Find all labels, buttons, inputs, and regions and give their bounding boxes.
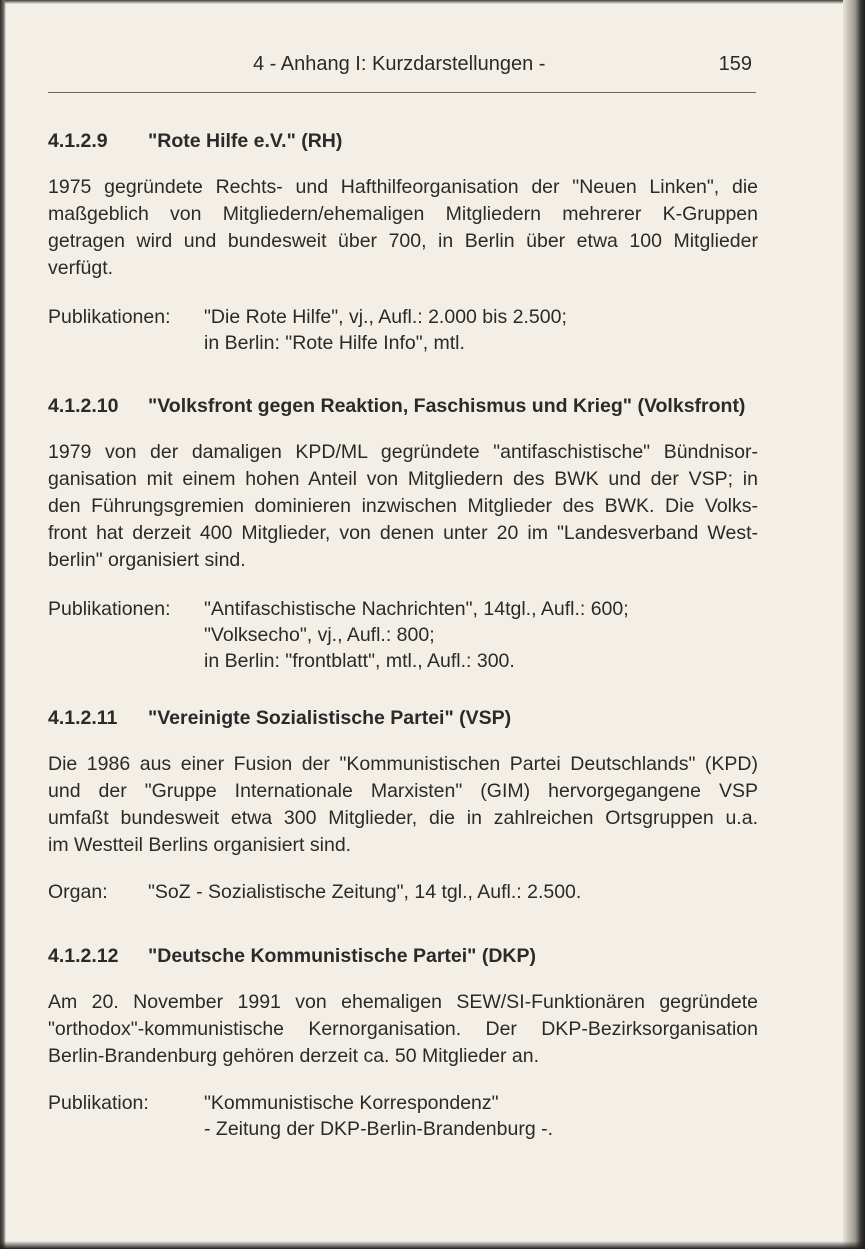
publication-value: "Die Rote Hilfe", vj., Aufl.: 2.000 bis 2.500; [204, 306, 567, 328]
section-heading [48, 128, 758, 154]
publication-value: "Volksecho", vj., Aufl.: 800; [204, 624, 435, 646]
section-heading [48, 393, 758, 419]
body-line: Berlin-Brandenburg gehören derzeit ca. 50 Mitglieder an. [48, 1045, 540, 1067]
publication-value: "Kommunistische Korrespondenz" [204, 1092, 499, 1114]
section-heading [48, 943, 758, 969]
section-number: 4.1.2.9 [48, 130, 108, 152]
body-line: verfügt. [48, 257, 114, 279]
body-line: 1975 gegründete Rechts- und Hafthilfeorganisation der "Neuen Linken", die [48, 176, 758, 198]
body-line: Die 1986 aus einer Fusion der "Kommunistischen Partei Deutschlands" (KPD) [48, 753, 758, 775]
body-line: ganisation mit einem hohen Anteil von Mitgliedern des BWK und der VSP; in [48, 468, 758, 490]
publication-block [48, 304, 758, 356]
body-line: im Westteil Berlins organisiert sind. [48, 834, 352, 856]
body-line: den Führungsgremien dominieren inzwischen Mitglieder des BWK. Die Volks- [48, 495, 758, 517]
section-title: "Rote Hilfe e.V." (RH) [148, 130, 343, 152]
publication-label: Organ: [48, 881, 108, 903]
page-number: 159 [718, 53, 752, 75]
publication-label: Publikationen: [48, 306, 171, 328]
page-header [48, 44, 756, 93]
body-line: maßgeblich von Mitgliedern/ehemaligen Mitgliedern mehrerer K-Gruppen [48, 203, 758, 225]
section-number: 4.1.2.10 [48, 395, 119, 417]
publication-value: - Zeitung der DKP-Berlin-Brandenburg -. [204, 1118, 553, 1140]
section-body [48, 174, 758, 282]
section-number: 4.1.2.12 [48, 945, 119, 967]
section-vsp [48, 705, 758, 905]
body-line: umfaßt bundesweit etwa 300 Mitglieder, die in zahlreichen Ortsgruppen u.a. [48, 807, 758, 829]
section-number: 4.1.2.11 [48, 707, 118, 729]
publication-block [48, 1090, 758, 1142]
section-body [48, 989, 758, 1070]
section-body [48, 751, 758, 859]
body-line: getragen wird und bundesweit über 700, in Berlin über etwa 100 Mitglieder [48, 230, 758, 252]
section-title: "Volksfront gegen Reaktion, Faschismus und Krieg" (Volksfront) [148, 395, 746, 417]
publication-label: Publikation: [48, 1092, 149, 1114]
section-title: "Deutsche Kommunistische Partei" (DKP) [148, 945, 536, 967]
publication-value: "Antifaschistische Nachrichten", 14tgl., Aufl.: 600; [204, 598, 629, 620]
body-line: berlin" organisiert sind. [48, 549, 246, 571]
section-title: "Vereinigte Sozialistische Partei" (VSP) [148, 707, 512, 729]
scan-edge-bottom [0, 1241, 865, 1249]
scan-edge-left [0, 0, 6, 1249]
publication-value: in Berlin: "Rote Hilfe Info", mtl. [204, 332, 465, 354]
body-line: front hat derzeit 400 Mitglieder, von denen unter 20 im "Landesverband West- [48, 522, 758, 544]
header-title: 4 - Anhang I: Kurzdarstellungen - [253, 53, 546, 75]
body-line: 1979 von der damaligen KPD/ML gegründete "antifaschistische" Bündnisor- [48, 441, 758, 463]
publication-value: in Berlin: "frontblatt", mtl., Aufl.: 300. [204, 650, 515, 672]
publication-label: Publikationen: [48, 598, 171, 620]
section-rote-hilfe [48, 128, 758, 356]
section-volksfront [48, 393, 758, 674]
scan-edge-right [843, 0, 865, 1249]
section-body [48, 439, 758, 574]
publication-block [48, 596, 758, 674]
scan-edge-top [0, 0, 865, 4]
body-line: "orthodox"-kommunistische Kernorganisation. Der DKP-Bezirksorganisation [48, 1018, 758, 1040]
section-heading [48, 705, 758, 731]
publication-value: "SoZ - Sozialistische Zeitung", 14 tgl., Aufl.: 2.500. [148, 881, 582, 903]
organ-block [48, 879, 758, 905]
body-line: und der "Gruppe Internationale Marxisten" (GIM) hervorgegangene VSP [48, 780, 758, 802]
section-dkp [48, 943, 758, 1142]
body-line: Am 20. November 1991 von ehemaligen SEW/SI-Funktionären gegründete [48, 991, 758, 1013]
